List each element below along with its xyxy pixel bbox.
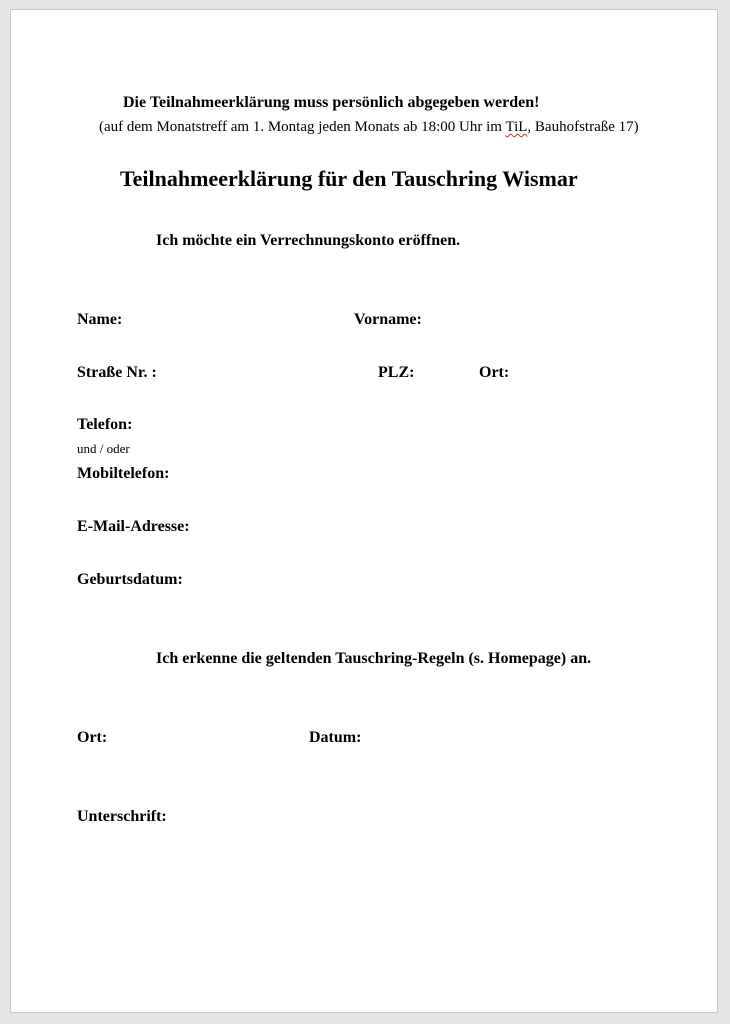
label-telefon: Telefon: [77, 416, 133, 433]
label-mobiltelefon: Mobiltelefon: [77, 465, 170, 482]
label-plz: PLZ: [378, 364, 415, 381]
label-email: E-Mail-Adresse: [77, 518, 190, 535]
form-intro: Ich möchte ein Verrechnungskonto eröffnen. [156, 232, 461, 249]
label-vorname: Vorname: [354, 311, 422, 328]
label-unterschrift: Unterschrift: [77, 808, 167, 825]
label-signature-ort: Ort: [77, 729, 108, 746]
label-geburtsdatum: Geburtsdatum: [77, 571, 183, 588]
form-title: Teilnahmeerklärung für den Tauschring Wismar [120, 166, 578, 191]
spellcheck-flagged-word[interactable]: TiL [505, 119, 528, 135]
document-page [10, 9, 718, 1013]
label-name: Name: [77, 311, 123, 328]
label-signature-datum: Datum: [309, 729, 362, 746]
notice-detail-suffix: , Bauhofstraße 17) [527, 119, 639, 135]
notice-detail-prefix: (auf dem Monatstreff am 1. Montag jeden Monats ab 18:00 Uhr im [99, 119, 506, 135]
notice-detail [99, 120, 639, 135]
label-und-oder: und / oder [77, 441, 130, 456]
rules-statement: Ich erkenne die geltenden Tauschring-Regeln (s. Homepage) an. [156, 650, 592, 667]
label-ort: Ort: [479, 364, 510, 381]
notice-heading: Die Teilnahmeerklärung muss persönlich abgegeben werden! [123, 94, 540, 111]
label-strasse: Straße Nr. : [77, 364, 157, 381]
